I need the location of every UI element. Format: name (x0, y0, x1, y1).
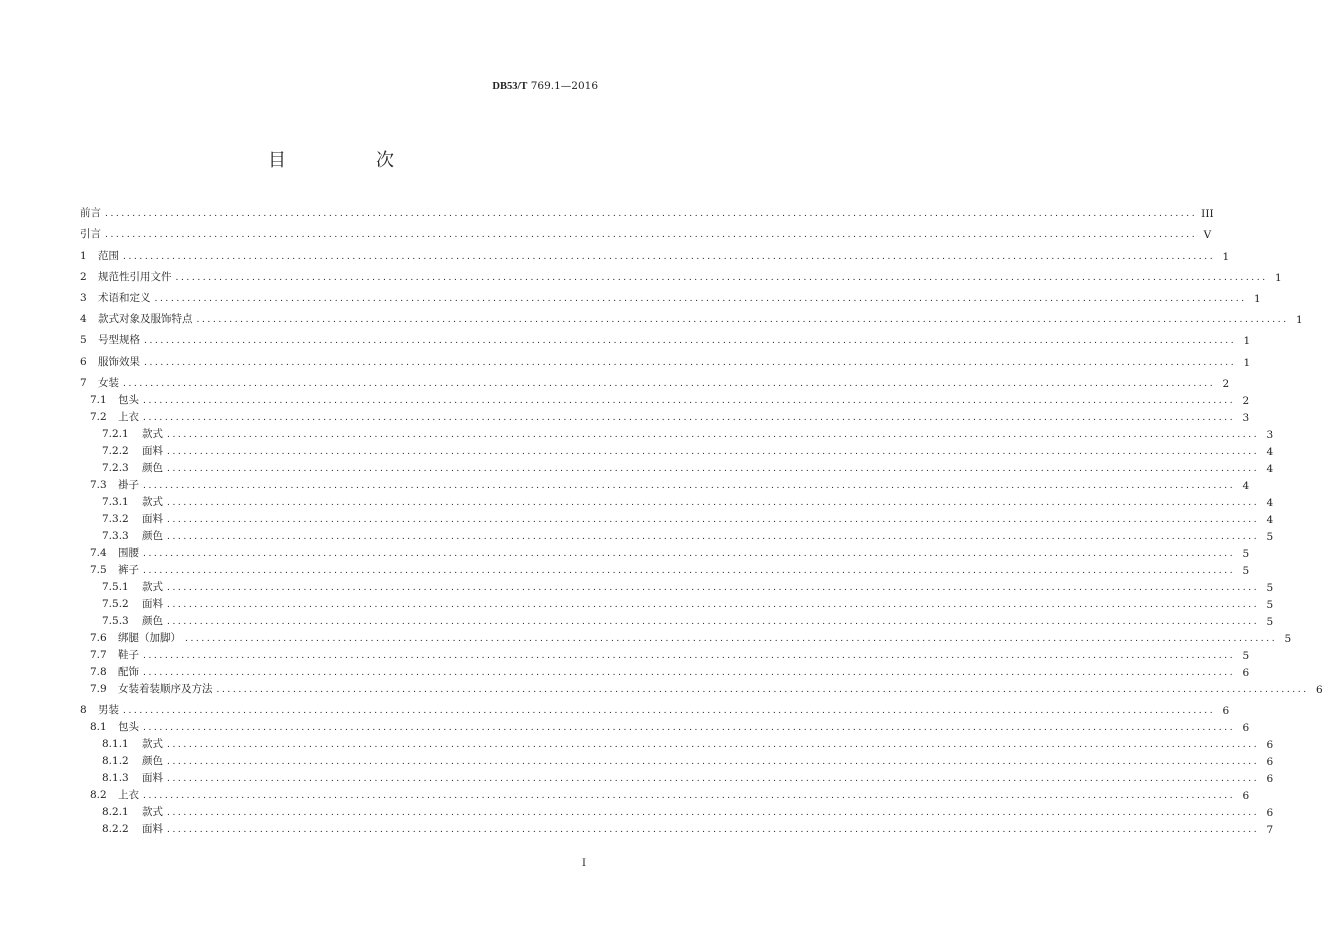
toc-entry-number: 7.4 (90, 546, 107, 559)
toc-entry-text: 术语和定义 (98, 291, 151, 304)
toc-entry-number: 7.2.3 (102, 461, 129, 474)
toc-entry-label (80, 354, 140, 369)
toc-leader-dots: ........................................................................................................................................................................................................ (123, 705, 1216, 716)
toc-entry[interactable] (80, 407, 1250, 424)
toc-entry-page: 5 (1242, 564, 1250, 577)
toc-entry[interactable] (80, 628, 1292, 645)
page-number: I (582, 858, 586, 869)
toc-leader-dots: ........................................................................................................................................................................................................ (144, 336, 1237, 347)
toc-entry-number: 7.6 (90, 631, 107, 644)
toc-leader-dots: ........................................................................................................................................................................................................ (167, 616, 1260, 627)
toc-entry-text: 上衣 (118, 788, 139, 801)
toc-entry-number: 7.2.1 (102, 427, 129, 440)
toc-entry-text: 裤子 (118, 563, 139, 576)
toc-entry-number: 7 (80, 376, 87, 389)
toc-entry-text: 男装 (98, 703, 119, 716)
toc-leader-dots: ........................................................................................................................................................................................................ (143, 480, 1236, 491)
toc-entry-label (80, 702, 119, 717)
toc-entry-page: 5 (1284, 632, 1292, 645)
toc-entry-label (80, 460, 163, 475)
toc-entry-label (80, 613, 163, 628)
toc-entry-page: 2 (1242, 394, 1250, 407)
toc-entry[interactable] (80, 543, 1250, 560)
toc-entry-number: 7.5.2 (102, 597, 129, 610)
toc-entry-number: 7.7 (90, 648, 107, 661)
toc-entry-label (80, 248, 119, 263)
toc-entry-label (80, 392, 139, 407)
toc-entry-number: 7.9 (90, 682, 107, 695)
toc-entry-label (80, 770, 163, 785)
toc-entry-page: 5 (1266, 598, 1274, 611)
toc-entry-number: 3 (80, 291, 87, 304)
toc-entry-text: 面料 (142, 512, 163, 525)
toc-entry-number: 7.3.1 (102, 495, 129, 508)
toc-entry[interactable] (80, 560, 1250, 577)
toc-entry-page: 1 (1274, 271, 1282, 284)
toc-entry-label (80, 290, 151, 305)
toc-entry-text: 女装着装顺序及方法 (118, 682, 213, 695)
toc-entry[interactable] (80, 441, 1274, 458)
toc-entry-page: 1 (1243, 356, 1251, 369)
toc-entry-page: 6 (1242, 789, 1250, 802)
toc-entry-text: 款式 (142, 737, 163, 750)
toc-entry[interactable] (80, 326, 1251, 348)
toc-entry-page: 5 (1242, 547, 1250, 560)
toc-entry[interactable] (80, 458, 1274, 475)
toc-entry-text: 款式对象及服饰特点 (98, 313, 193, 326)
toc-leader-dots: ........................................................................................................................................................................................................ (167, 756, 1260, 767)
toc-entry[interactable] (80, 802, 1274, 819)
toc-entry-page: 1 (1253, 292, 1261, 305)
toc-entry-number: 5 (80, 334, 87, 347)
toc-entry-page: 6 (1222, 704, 1230, 717)
toc-leader-dots: ........................................................................................................................................................................................................ (167, 807, 1260, 818)
toc-entry-text: 包头 (118, 720, 139, 733)
toc-entry[interactable] (80, 679, 1323, 696)
toc-entry[interactable] (80, 662, 1250, 679)
toc-entry[interactable] (80, 390, 1250, 407)
toc-leader-dots: ........................................................................................................................................................................................................ (167, 824, 1260, 835)
toc-entry-page: 6 (1266, 755, 1274, 768)
toc-entry-page: 3 (1242, 411, 1250, 424)
toc-entry-label (80, 311, 193, 326)
toc-entry-page: 5 (1266, 530, 1274, 543)
toc-leader-dots: ........................................................................................................................................................................................................ (167, 739, 1260, 750)
toc-entry-label (80, 269, 172, 284)
toc-entry-text: 前言 (80, 207, 101, 220)
toc-entry-label (80, 719, 139, 734)
toc-entry-number: 6 (80, 355, 87, 368)
toc-entry-text: 上衣 (118, 410, 139, 423)
toc-entry-page: 4 (1242, 479, 1250, 492)
toc-leader-dots: ........................................................................................................................................................................................................ (143, 650, 1236, 661)
toc-leader-dots: ........................................................................................................................................................................................................ (154, 293, 1247, 304)
toc-entry[interactable] (80, 645, 1250, 662)
toc-entry-label (80, 375, 119, 390)
toc-entry[interactable] (80, 611, 1274, 628)
toc-entry-number: 8.2.1 (102, 805, 129, 818)
toc-leader-dots: ........................................................................................................................................................................................................ (143, 790, 1236, 801)
toc-entry[interactable] (80, 220, 1212, 242)
toc-entry[interactable] (80, 509, 1274, 526)
toc-entry-label (80, 753, 163, 768)
toc-entry-page: 4 (1266, 496, 1274, 509)
toc-entry-page: 6 (1315, 683, 1323, 696)
toc-entry[interactable] (80, 284, 1261, 305)
toc-entry-label (80, 477, 139, 492)
toc-entry-number: 8.1.1 (102, 737, 129, 750)
toc-leader-dots: ........................................................................................................................................................................................................ (216, 684, 1309, 695)
toc-entry[interactable] (80, 577, 1274, 594)
toc-entry-page: V (1203, 229, 1212, 242)
toc-entry-page: 1 (1222, 250, 1230, 263)
toc-entry-page: 1 (1243, 335, 1251, 348)
toc-entry[interactable] (80, 594, 1274, 611)
toc-entry[interactable] (80, 475, 1250, 492)
toc-leader-dots: ........................................................................................................................................................................................................ (123, 378, 1216, 389)
toc-entry-page: 4 (1266, 513, 1274, 526)
toc-entry-text: 规范性引用文件 (98, 270, 172, 283)
toc-entry-text: 引言 (80, 228, 101, 241)
toc-entry[interactable] (80, 241, 1230, 263)
toc-leader-dots: ........................................................................................................................................................................................................ (167, 463, 1260, 474)
toc-entry-text: 面料 (142, 822, 163, 835)
toc-leader-dots: ........................................................................................................................................................................................................ (143, 667, 1236, 678)
toc-entry-label (80, 596, 163, 611)
toc-entry-number: 7.5 (90, 563, 107, 576)
toc-entry-page: 5 (1242, 649, 1250, 662)
toc-entry[interactable] (80, 347, 1251, 369)
toc-entry-text: 面料 (142, 771, 163, 784)
toc-entry-page: III (1201, 208, 1214, 221)
toc-leader-dots: ........................................................................................................................................................................................................ (175, 272, 1268, 283)
toc-entry-text: 围腰 (118, 546, 139, 559)
toc-entry-page: 6 (1266, 806, 1274, 819)
toc-leader-dots: ........................................................................................................................................................................................................ (167, 446, 1260, 457)
toc-entry-label (80, 804, 163, 819)
toc-leader-dots: ........................................................................................................................................................................................................ (143, 548, 1236, 559)
toc-entry[interactable] (80, 492, 1274, 509)
toc-entry-number: 7.5.1 (102, 580, 129, 593)
toc-entry-number: 8.2 (90, 788, 107, 801)
toc-entry-number: 7.3.2 (102, 512, 129, 525)
toc-entry[interactable] (80, 424, 1274, 441)
toc-entry-label (80, 545, 139, 560)
toc-entry[interactable] (80, 526, 1274, 543)
toc-entry-number: 7.3.3 (102, 529, 129, 542)
toc-leader-dots: ........................................................................................................................................................................................................ (167, 429, 1260, 440)
toc-entry-number: 8.1.3 (102, 771, 129, 784)
toc-entry-text: 范围 (98, 249, 119, 262)
toc-entry-label (80, 332, 140, 347)
toc-entry[interactable] (80, 305, 1303, 327)
toc-entry[interactable] (80, 717, 1250, 734)
toc-entry-number: 7.1 (90, 393, 107, 406)
toc-entry-text: 褂子 (118, 478, 139, 491)
toc-entry-page: 1 (1295, 314, 1303, 327)
toc-entry-number: 7.8 (90, 665, 107, 678)
toc-entry-number: 8 (80, 703, 87, 716)
toc-entry-text: 颜色 (142, 529, 163, 542)
toc-entry-number: 2 (80, 270, 87, 283)
toc-entry-page: 3 (1266, 428, 1274, 441)
toc-leader-dots: ........................................................................................................................................................................................................ (105, 209, 1198, 220)
toc-leader-dots: ........................................................................................................................................................................................................ (105, 230, 1198, 241)
toc-entry[interactable] (80, 819, 1274, 836)
toc-entry-page: 2 (1222, 377, 1230, 390)
toc-entry-label (80, 579, 163, 594)
toc-entry-text: 女装 (98, 376, 119, 389)
toc-leader-dots: ........................................................................................................................................................................................................ (167, 582, 1260, 593)
toc-entry-page: 4 (1266, 445, 1274, 458)
toc-leader-dots: ........................................................................................................................................................................................................ (196, 315, 1289, 326)
toc-leader-dots: ........................................................................................................................................................................................................ (123, 251, 1216, 262)
toc-leader-dots: ........................................................................................................................................................................................................ (167, 531, 1260, 542)
toc-entry-label (80, 562, 139, 577)
toc-entry-text: 面料 (142, 444, 163, 457)
toc-entry-label (80, 736, 163, 751)
toc-entry-page: 6 (1266, 772, 1274, 785)
toc-entry-text: 配饰 (118, 665, 139, 678)
toc-entry-label (80, 409, 139, 424)
toc-entry-label (80, 426, 163, 441)
toc-entry-text: 绑腿（加脚） (118, 631, 181, 644)
document-number: 769.1—2016 (530, 80, 598, 92)
toc-entry[interactable] (80, 696, 1230, 717)
toc-leader-dots: ........................................................................................................................................................................................................ (143, 722, 1236, 733)
toc-entry-page: 5 (1266, 581, 1274, 594)
toc-leader-dots: ........................................................................................................................................................................................................ (167, 497, 1260, 508)
toc-leader-dots: ........................................................................................................................................................................................................ (185, 633, 1278, 644)
toc-entry-text: 款式 (142, 495, 163, 508)
toc-entry[interactable] (80, 734, 1274, 751)
toc-entry-label (80, 681, 213, 696)
toc-entry[interactable] (80, 263, 1282, 284)
toc-entry[interactable] (80, 199, 1214, 221)
toc-entry-number: 7.5.3 (102, 614, 129, 627)
document-prefix: DB53/T (492, 81, 528, 92)
toc-entry-text: 号型规格 (98, 334, 140, 347)
toc-entry-number: 1 (80, 249, 87, 262)
toc-entry-text: 颜色 (142, 754, 163, 767)
toc-entry-page: 6 (1266, 738, 1274, 751)
toc-entry-label (80, 205, 101, 220)
document-id (492, 80, 598, 92)
toc-leader-dots: ........................................................................................................................................................................................................ (143, 395, 1236, 406)
toc-entry-number: 7.2 (90, 410, 107, 423)
toc-entry-text: 服饰效果 (98, 355, 140, 368)
toc-entry-number: 8.1 (90, 720, 107, 733)
toc-entry-number: 4 (80, 313, 87, 326)
toc-entry-text: 鞋子 (118, 648, 139, 661)
toc-entry-number: 8.1.2 (102, 754, 129, 767)
toc-leader-dots: ........................................................................................................................................................................................................ (167, 514, 1260, 525)
toc-leader-dots: ........................................................................................................................................................................................................ (143, 412, 1236, 423)
toc-entry-label (80, 226, 101, 241)
toc-entry-text: 款式 (142, 805, 163, 818)
toc-entry[interactable] (80, 369, 1230, 390)
table-of-contents (80, 199, 1323, 836)
toc-entry-text: 面料 (142, 597, 163, 610)
toc-entry-label (80, 647, 139, 662)
toc-entry-text: 款式 (142, 580, 163, 593)
toc-entry-page: 6 (1242, 666, 1250, 679)
toc-entry-number: 7.3 (90, 478, 107, 491)
toc-entry-number: 8.2.2 (102, 822, 129, 835)
toc-entry[interactable] (80, 768, 1274, 785)
toc-entry-label (80, 443, 163, 458)
toc-entry-text: 颜色 (142, 614, 163, 627)
toc-entry-text: 包头 (118, 393, 139, 406)
page-title: 目 次 (268, 150, 430, 171)
toc-entry-label (80, 664, 139, 679)
toc-entry-label (80, 630, 181, 645)
toc-entry[interactable] (80, 751, 1274, 768)
toc-entry-page: 5 (1266, 615, 1274, 628)
toc-entry-text: 款式 (142, 427, 163, 440)
toc-entry-number: 7.2.2 (102, 444, 129, 457)
toc-entry-label (80, 821, 163, 836)
toc-entry-page: 6 (1242, 721, 1250, 734)
toc-leader-dots: ........................................................................................................................................................................................................ (143, 565, 1236, 576)
toc-entry[interactable] (80, 785, 1250, 802)
toc-entry-page: 7 (1266, 823, 1274, 836)
toc-leader-dots: ........................................................................................................................................................................................................ (144, 357, 1237, 368)
toc-entry-label (80, 511, 163, 526)
toc-entry-text: 颜色 (142, 461, 163, 474)
toc-entry-label (80, 787, 139, 802)
toc-entry-page: 4 (1266, 462, 1274, 475)
toc-leader-dots: ........................................................................................................................................................................................................ (167, 599, 1260, 610)
toc-entry-label (80, 528, 163, 543)
toc-leader-dots: ........................................................................................................................................................................................................ (167, 773, 1260, 784)
toc-entry-label (80, 494, 163, 509)
